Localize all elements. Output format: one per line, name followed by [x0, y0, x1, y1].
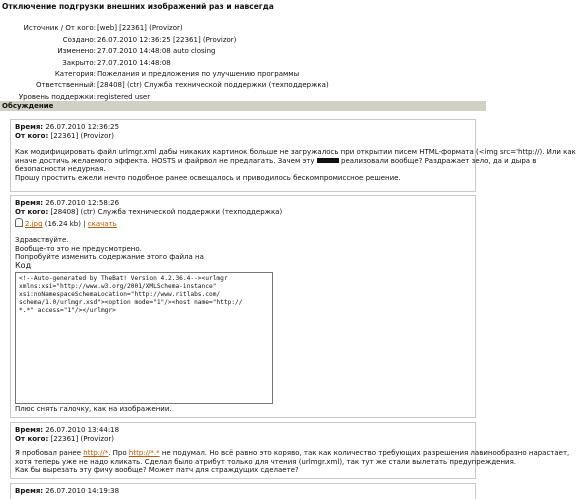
code-line: schema/1.0/urlmgr.xsd"><option mode="1"/><host name="http://	[19, 299, 243, 306]
code-label: Код	[15, 260, 32, 270]
meta-value: 27.07.2010 14:48:08	[97, 59, 171, 67]
meta-row-modified	[0, 47, 486, 57]
post-line: Как бы вырезать эту фичу вообще? Может патч для страждущих сделаете?	[15, 466, 299, 475]
code-line: <!--Auto-generated by TheBat! Version 4.2.36.4--><urlmgr	[19, 275, 228, 282]
meta-row-source	[0, 24, 486, 34]
redacted-word	[317, 158, 339, 163]
time-label: Время:	[15, 199, 44, 207]
post-line: Я пробовал ранее http://*. Про http://*.* не подумал. Но всё равно это коряво, так как количество требующих разрешения лавинообразно нарастает,	[15, 449, 570, 457]
post-attachment: 2.jpg (16.24 kb) | скачать	[15, 218, 471, 229]
code-line: *.*" access="1"/></urlmgr>	[19, 307, 116, 314]
discussion-header: Обсуждение	[0, 101, 486, 111]
meta-row-responsible	[0, 81, 486, 91]
post-line: иначе достичь желаемого эффекта. HOSTS и файрвол не предлагать. Зачем эту реализовали вообще? Раздражает зело, да и дыра в	[15, 156, 537, 165]
attachment-link[interactable]: 2.jpg	[25, 220, 43, 228]
post-time: 26.07.2010 13:44:18	[45, 426, 120, 434]
code-block[interactable]	[15, 272, 273, 404]
meta-key: Ответственный:	[35, 81, 96, 89]
post-body	[15, 405, 471, 414]
post-author: [22361] (Provizor)	[50, 435, 114, 443]
meta-key: Источник / От кого:	[23, 24, 96, 32]
post-time: 26.07.2010 12:36:25	[45, 123, 120, 131]
meta-row-created	[0, 36, 486, 46]
meta-key: Создано:	[62, 36, 96, 44]
time-label: Время:	[15, 426, 44, 434]
post	[10, 422, 570, 479]
meta-value: [28408] (ctr) Служба технической поддержки (техподдержка)	[97, 81, 329, 89]
post-body	[15, 236, 471, 270]
meta-key: Уровень поддержки:	[18, 93, 96, 101]
meta-value: registered user	[97, 93, 151, 101]
from-label: От кого:	[15, 435, 49, 443]
post	[10, 119, 576, 192]
page-title: Отключение подгрузки внешних изображений раз и навсегда	[2, 2, 274, 11]
meta-value: 27.07.2010 14:48:08 auto closing	[97, 47, 216, 55]
post-line: Как модифицировать файл urlmgr.xml дабы никаких картинок больше не загружалось при открытии писем HTML-формата (<img src='http://). Или как	[15, 148, 576, 156]
time-label: Время:	[15, 487, 44, 495]
post-line: Прошу простить ежели нечто подобное ранее освещалось и приводилось бескомпромиссное решение.	[15, 173, 401, 182]
post-line: Попробуйте изменить содержание этого файла на	[15, 253, 204, 262]
post-time: 26.07.2010 14:19:38	[45, 487, 120, 495]
post-line: Вообще-то это не предусмотрено.	[15, 244, 142, 253]
meta-value: 26.07.2010 12:36:25 [22361] (Provizor)	[97, 36, 237, 44]
url-link[interactable]: http://*.*	[128, 449, 160, 457]
meta-value: Пожелания и предложения по улучшению программы	[97, 70, 300, 78]
time-label: Время:	[15, 123, 44, 131]
post-header	[15, 199, 282, 217]
download-link[interactable]: скачать	[87, 220, 117, 228]
meta-key: Закрыто:	[62, 59, 96, 67]
meta-value: [web] [22361] (Provizor)	[97, 24, 183, 32]
meta-row-closed	[0, 59, 486, 69]
meta-key: Категория:	[54, 70, 96, 78]
post-line: Здравствуйте.	[15, 236, 69, 244]
post-line: Плюс снять галочку, как на изображении.	[15, 405, 172, 413]
post-time: 26.07.2010 12:58:26	[45, 199, 120, 207]
meta-row-category	[0, 70, 486, 80]
code-line: xsi:noNamespaceSchemaLocation="http://www.ritlabs.com/	[19, 291, 221, 298]
url-link[interactable]: http://*	[83, 449, 109, 457]
code-line: xmlns:xsi="http://www.w3.org/2001/XMLSchema-instance"	[19, 283, 217, 290]
post-header	[15, 487, 119, 496]
post-body	[15, 449, 570, 475]
post-line: безопасности недурная.	[15, 165, 106, 174]
post	[10, 483, 476, 499]
post-header	[15, 426, 119, 444]
from-label: От кого:	[15, 208, 49, 216]
attachment-size: (16.24 kb)	[44, 220, 81, 228]
from-label: От кого:	[15, 132, 49, 140]
post-line: хотя теперь уже не надо кликать. Сделал было атрибут только для чтения (urlmgr.xml), так тут же стали вылетать предупреждения.	[15, 457, 517, 466]
post-header	[15, 123, 119, 141]
paperclip-icon	[15, 218, 23, 227]
post-author: [22361] (Provizor)	[50, 132, 114, 140]
post-body	[15, 148, 576, 182]
post-author: [28408] (ctr) Служба технической поддержки (техподдержка)	[50, 208, 283, 216]
meta-key: Изменено:	[57, 47, 96, 55]
post	[10, 195, 476, 418]
